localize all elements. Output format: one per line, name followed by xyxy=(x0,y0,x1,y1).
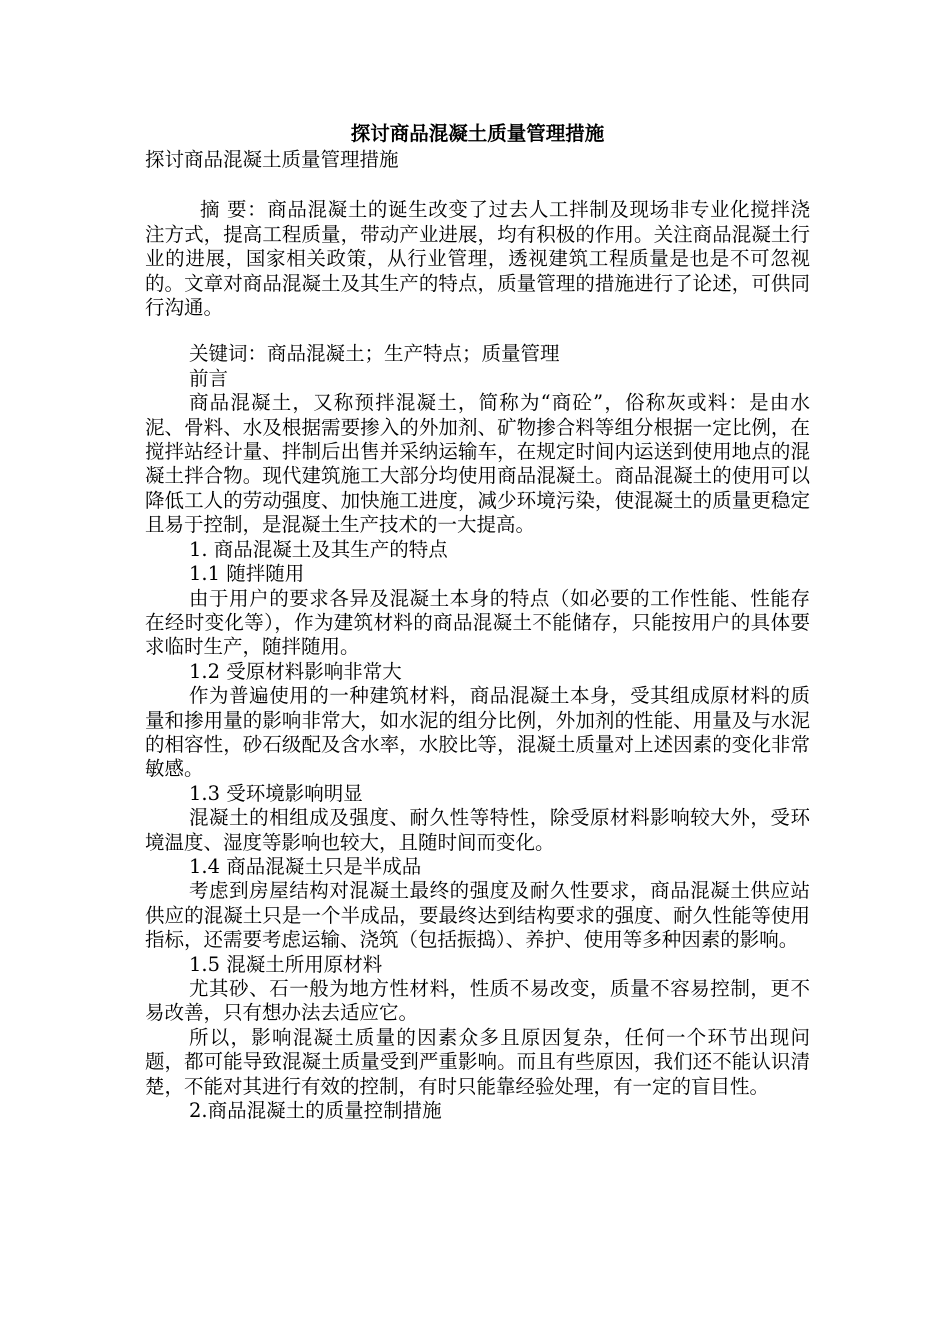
document-subtitle: 探讨商品混凝土质量管理措施 xyxy=(145,148,399,171)
section-1-3-paragraph: 混凝土的相组成及强度、耐久性等特性，除受原材料影响较大外，受环境温度、湿度等影响也较大，且随时间而变化。 xyxy=(145,806,810,854)
section-1-1-paragraph: 由于用户的要求各异及混凝土本身的特点（如必要的工作性能、性能存在经时变化等），作为建筑材料的商品混凝土不能储存，只能按用户的具体要求临时生产，随拌随用。 xyxy=(145,586,810,659)
section-1-2-paragraph: 作为普遍使用的一种建筑材料，商品混凝土本身，受其组成原材料的质量和掺用量的影响非常大，如水泥的组分比例，外加剂的性能、用量及与水泥的相容性，砂石级配及含水率，水胶比等，混凝土质量对上述因素的变化非常敏感。 xyxy=(145,684,810,781)
section-1-1-heading: 1.1 随拌随用 xyxy=(189,562,305,586)
section-1-4-paragraph: 考虑到房屋结构对混凝土最终的强度及耐久性要求，商品混凝土供应站供应的混凝土只是一个半成品，要最终达到结构要求的强度、耐久性能等使用指标，还需要考虑运输、浇筑（包括振捣）、养护、使用等多种因素的影响。 xyxy=(145,879,810,952)
section-1-4-heading: 1.4 商品混凝土只是半成品 xyxy=(189,854,422,878)
document-page xyxy=(145,122,810,1123)
section-1-5-heading: 1.5 混凝土所用原材料 xyxy=(189,952,383,976)
section-1-5-paragraph: 尤其砂、石一般为地方性材料，性质不易改变，质量不容易控制，更不易改善，只有想办法去适应它。 xyxy=(145,977,810,1025)
section-1-3-heading: 1.3 受环境影响明显 xyxy=(189,781,363,805)
preface-paragraph: 商品混凝土，又称预拌混凝土，简称为“商砼”，俗称灰或料：是由水泥、骨料、水及根据需要掺入的外加剂、矿物掺合料等组分根据一定比例，在搅拌站经计量、拌制后出售并采纳运输车，在规定时间内运送到使用地点的混凝土拌合物。现代建筑施工大部分均使用商品混凝土。商品混凝土的使用可以降低工人的劳动强度、加快施工进度，减少环境污染，使混凝土的质量更稳定且易于控制，是混凝土生产技术的一大提高。 xyxy=(145,391,810,537)
keywords-line: 关键词：商品混凝土；生产特点；质量管理 xyxy=(189,342,560,366)
section-1-heading: 1. 商品混凝土及其生产的特点 xyxy=(189,537,448,561)
section-2-heading: 2.商品混凝土的质量控制措施 xyxy=(189,1099,442,1123)
section-1-2-heading: 1.2 受原材料影响非常大 xyxy=(189,659,402,683)
preface-heading: 前言 xyxy=(189,366,229,390)
document-title: 探讨商品混凝土质量管理措施 xyxy=(350,122,605,145)
abstract-paragraph: 摘 要：商品混凝土的诞生改变了过去人工拌制及现场非专业化搅拌浇注方式，提高工程质量，带动产业进展，均有积极的作用。关注商品混凝土行业的进展，国家相关政策，从行业管理，透视建筑工程质量是也是不可忽视的。文章对商品混凝土及其生产的特点，质量管理的措施进行了论述，可供同行沟通。 xyxy=(145,198,810,320)
section-1-summary-paragraph: 所以，影响混凝土质量的因素众多且原因复杂，任何一个环节出现问题，都可能导致混凝土质量受到严重影响。而且有些原因，我们还不能认识清楚，不能对其进行有效的控制，有时只能靠经验处理，有一定的盲目性。 xyxy=(145,1025,810,1098)
